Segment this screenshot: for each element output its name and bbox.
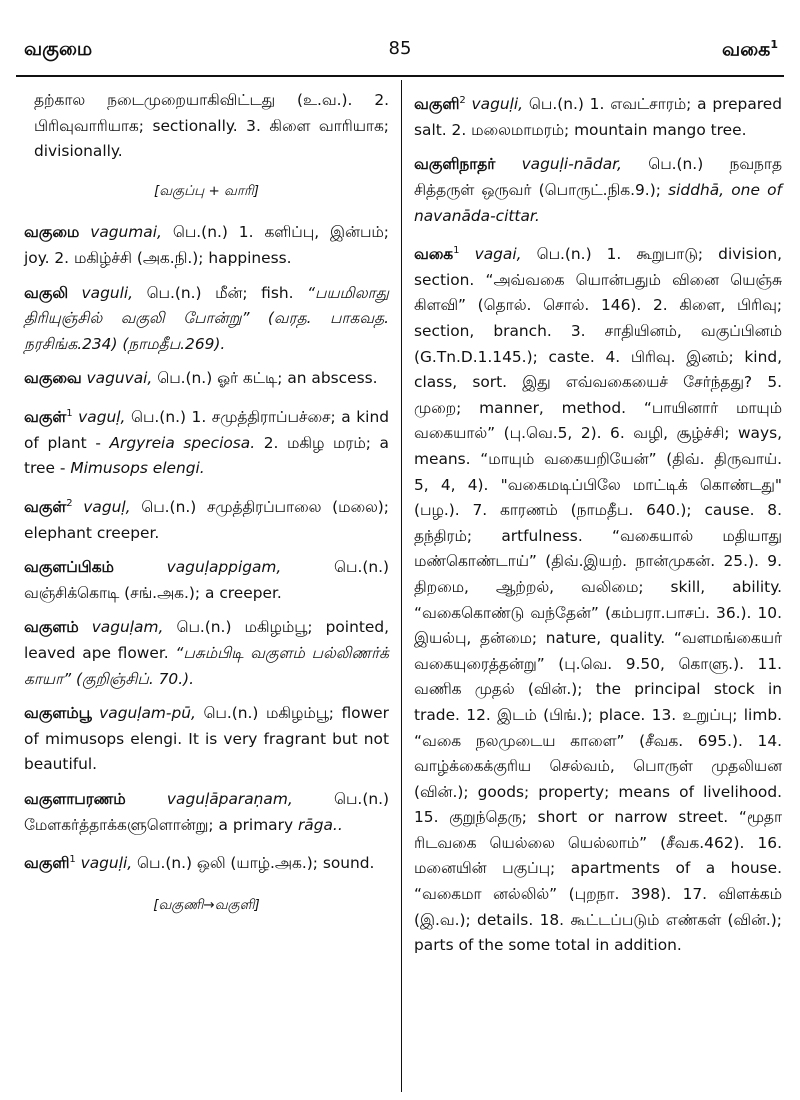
entry-vagulappigam [24, 555, 389, 606]
page-number: 85 [388, 38, 412, 59]
definition: பெ.(n.) 1. களிப்பு, இன்பம்; joy. 2. மகிழ்ச்சி (அக.நி.); happiness. [24, 223, 389, 267]
entry-vagumai [24, 220, 389, 271]
definition: பெ.(n.) மீன்; fish. [146, 283, 294, 302]
etymology-note: [வகுணி→வகுளி] [153, 896, 260, 913]
transliteration: vaguḷi, [471, 95, 524, 114]
transliteration: vaguḷi-nādar, [521, 155, 622, 174]
homonym-number: 2 [459, 95, 466, 106]
transliteration: vaguḷam-pū, [99, 704, 196, 723]
entry-vagulam [24, 615, 389, 692]
transliteration: vaguḷ, [78, 408, 126, 427]
entry-vagul-1 [24, 401, 389, 482]
definition: பெ.(n.) மேளகர்த்தாக்களுளொன்று; a primary [24, 789, 389, 834]
headword-text: வகுளி [414, 95, 460, 114]
headword-text: வகுள் [24, 497, 67, 516]
definition: பெ.(n.) நவநாத சித்தருள் ஒருவர் (பொருட்.நிக.9.); [414, 155, 782, 199]
homonym-number: 1 [69, 854, 76, 866]
transliteration: vaguḷi, [80, 854, 133, 873]
entry-vagul-2 [24, 491, 389, 546]
entry-vaguli-nadar [414, 152, 782, 229]
headword [414, 245, 460, 263]
headword: வகுளம் [24, 618, 79, 637]
homonym-number: 2 [66, 497, 73, 509]
entry-vaguli-2 [414, 88, 782, 143]
headword: வகுவை [24, 369, 82, 388]
definition: பெ.(n.) ஓர் கட்டி; an abscess. [157, 369, 378, 388]
headword-text: வகை [414, 245, 454, 264]
headword: வகுலி [24, 283, 68, 302]
transliteration: vaguli, [81, 283, 134, 302]
homonym-number: 1 [453, 245, 460, 257]
entry-vaguvai [24, 366, 389, 392]
homonym-number: 1 [66, 407, 73, 419]
definition-tail: siddhā, one of navanāda-cittar. [414, 180, 782, 225]
definition: பெ.(n.) 1. கூறுபாடு; division, section. “அவ்வகை யொன்பதும் வினை யெஞ்சு கிளவி” (தொல். சொல். 146). 2. கிளை, பிரிவு; section, branch. 3. சாதியினம், வகுப்பினம் (G.Tn.D.1.145.); caste. 4. பிரிவு. இனம்; kind, class, sort. இது எவ்வகையைச் சேர்ந்தது? 5. முறை; manner, method. “பாயினார் மாயும் வகையால்” (பு.வெ.5, 2). 6. வழி, சூழ்ச்சி; ways, means. “மாயும் வகையறியேன்” (திவ். திருவாய். 5, 4, 4). "வகைமடிப்பிலே மாட்டிக் கொண்டது" (பழ.). 7. காரணம் (நாமதீப. 640.); cause. 8. தந்திரம்; artfulness. “வகையால் மதியாது மண்கொண்டாய்” (திவ்.இயற். நான்முகன். 25.). 9. திறமை, ஆற்றல், வலிமை; skill, ability. “வகைகொண்டு வந்தேன்” (கம்பரா.பாசப். 36.). 10. இயல்பு, தன்மை; nature, quality. “வளமங்கையர் வகையுரைத்தன்று” (பு.வெ. 9.50, கொளு.). 11. வணிக முதல் (வின்.); the principal stock in trade. 12. இடம் (பிங்.); place. 13. உறுப்பு; limb. “வகை நலமுடைய காளை” (சீவக. 695.). 14. வாழ்க்கைக்குரிய செல்வம், பொருள் முதலியன (வின்.); goods; property; means of livelihood. 15. குறுந்தெரு; short or narrow street. “மூதா ரிடவகை யெல்லை யெல்லாம்” (சீவக.462). 16. மனையின் பகுப்பு; apartments of a house. “வகைமா னல்லில்” (புறநா. 398). 17. விளக்கம் (இ.வ.); details. 18. கூட்டப்படும் எண்கள் (வின்.); parts of the some total in addition. [414, 245, 782, 955]
headword: வகுளிநாதர் [414, 155, 496, 174]
scientific-name-2: Mimusops elengi. [70, 459, 205, 478]
transliteration: vagai, [474, 245, 522, 264]
headword [414, 95, 466, 113]
citation: “பயமிலாது திரியுஞ்சில் வகுலி போன்று” (வரத. பாகவத. நரசிங்க.234) (நாமதீப.269). [24, 283, 389, 353]
header-rule [16, 75, 784, 77]
definition: பெ.(n.) ஒலி (யாழ்.அக.); sound. [137, 854, 375, 873]
definition: பெ.(n.) 1. சமுத்திராப்பச்சை; a kind of plant - [24, 408, 389, 452]
scientific-name: Argyreia speciosa. [109, 433, 256, 452]
transliteration: vagumai, [90, 223, 162, 242]
transliteration: vaguḷam, [91, 618, 164, 637]
running-head-left: வகுமை [24, 38, 93, 60]
definition: பெ.(n.) வஞ்சிக்கொடி (சங்.அக.); a creeper. [24, 558, 389, 602]
entry-vaguli [24, 281, 389, 358]
definition: பெ.(n.) மகிழம்பூ; flower of mimusops elengi. It is very fragrant but not beautiful. [24, 704, 389, 774]
headword-text: வகுள் [24, 408, 67, 427]
running-head-right [722, 38, 778, 63]
transliteration: vaguḷāparaṇam, [166, 789, 293, 808]
headword [24, 498, 73, 516]
entry-vagulam-pu [24, 701, 389, 778]
running-head-right-sup: 1 [770, 38, 778, 51]
citation: “பசும்பிடி வகுளம் பல்லிணர்க் காயா” (குறிஞ்சிப். 70.). [24, 643, 389, 688]
transliteration: vaguḷappigam, [166, 558, 282, 577]
headword [24, 854, 76, 872]
entry-vagai-1 [414, 238, 782, 959]
etymology-note: [வகுப்பு + வாரி] [153, 182, 260, 199]
left-column [24, 88, 389, 934]
transliteration: vaguvai, [86, 369, 153, 388]
headword: வகுமை [24, 223, 80, 242]
definition-2: 2. மகிழ மரம்; a tree - [24, 433, 389, 478]
continued-entry: தற்கால நடைமுறையாகிவிட்டது (உ.வ.). 2. பிரிவுவாரியாக; sectionally. 3. கிளை வாரியாக; divisionally. [34, 91, 389, 161]
entry-vaguli-1 [24, 847, 389, 877]
entry-vagulaparanam [24, 787, 389, 838]
headword: வகுளாபரணம் [24, 789, 126, 808]
transliteration: vaguḷ, [83, 497, 131, 516]
running-head-right-word: வகை [722, 38, 771, 61]
definition: பெ.(n.) மகிழம்பூ; pointed, leaved ape flower. [24, 618, 389, 662]
right-column [414, 88, 782, 968]
headword [24, 408, 73, 426]
column-divider [401, 80, 402, 1092]
headword-text: வகுளி [24, 854, 70, 873]
headword: வகுளம்பூ [24, 704, 92, 723]
definition: பெ.(n.) 1. எவட்சாரம்; a prepared salt. 2. மலைமாமரம்; mountain mango tree. [414, 95, 782, 139]
definition: பெ.(n.) சமுத்திரப்பாலை (மலை); elephant creeper. [24, 497, 389, 542]
definition-tail: rāga.. [297, 815, 343, 834]
headword: வகுளப்பிகம் [24, 558, 114, 577]
